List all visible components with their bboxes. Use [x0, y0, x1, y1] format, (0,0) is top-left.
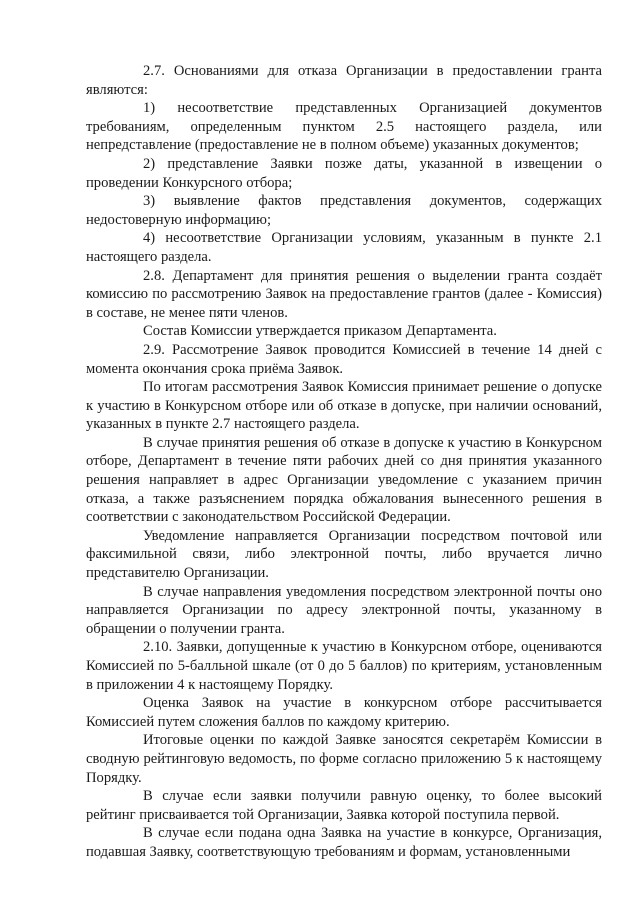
paragraph-2-8: 2.8. Департамент для принятия решения о выделении гранта создаёт комиссию по рассмотрению Заявок на предоставление грантов (далее - Комиссия) в составе, не менее пяти членов. [86, 267, 602, 321]
paragraph-equal-scores: В случае если заявки получили равную оценку, то более высокий рейтинг присваивается той Организации, Заявка которой поступила первой. [86, 788, 602, 823]
paragraph-2-7-item-1: 1) несоответствие представленных Организацией документов требованиям, определенным пунктом 2.5 настоящего раздела, или непредставление (предоставление не в полном объеме) указанных документов; [86, 100, 602, 154]
paragraph-score-calculation: Оценка Заявок на участие в конкурсном отборе рассчитывается Комиссией путем сложения баллов по каждому критерию. [86, 695, 602, 730]
document-page [86, 62, 602, 862]
paragraph-email-notice: В случае направления уведомления посредством электронной почты оно направляется Организации по адресу электронной почты, указанному в обращении о получении гранта. [86, 583, 602, 637]
paragraph-2-7-item-4: 4) несоответствие Организации условиям, указанным в пункте 2.1 настоящего раздела. [86, 230, 602, 265]
paragraph-review-decision: По итогам рассмотрения Заявок Комиссия принимает решение о допуске к участию в Конкурсном отборе или об отказе в допуске, при наличии оснований, указанных в пункте 2.7 настоящего раздела. [86, 379, 602, 433]
paragraph-2-10: 2.10. Заявки, допущенные к участию в Конкурсном отборе, оцениваются Комиссией по 5-балльной шкале (от 0 до 5 баллов) по критериям, установленным в приложении 4 к настоящему Порядку. [86, 639, 602, 693]
paragraph-single-application: В случае если подана одна Заявка на участие в конкурсе, Организация, подавшая Заявку, соответствующую требованиям и формам, установленными [86, 825, 602, 860]
paragraph-2-7: 2.7. Основаниями для отказа Организации в предоставлении гранта являются: [86, 63, 602, 98]
paragraph-notice-delivery: Уведомление направляется Организации посредством почтовой или факсимильной связи, либо электронной почты, либо вручается лично представителю Организации. [86, 527, 602, 582]
paragraph-commission-composition: Состав Комиссии утверждается приказом Департамента. [143, 323, 497, 340]
paragraph-2-9: 2.9. Рассмотрение Заявок проводится Комиссией в течение 14 дней с момента окончания срока приёма Заявок. [86, 341, 602, 377]
paragraph-rating-sheet: Итоговые оценки по каждой Заявке заносятся секретарём Комиссии в сводную рейтинговую ведомость, по форме согласно приложению 5 к настоящему Порядку. [86, 732, 602, 786]
paragraph-2-7-item-3: 3) выявление фактов представления документов, содержащих недостоверную информацию; [86, 193, 602, 228]
paragraph-2-7-item-2: 2) представление Заявки позже даты, указанной в извещении о проведении Конкурсного отбора; [86, 155, 602, 191]
paragraph-refusal-notice: В случае принятия решения об отказе в допуске к участию в Конкурсном отборе, Департамент в течение пяти рабочих дней со дня принятия указанного решения направляет в адрес Организации уведомление с указанием причин отказа, а также разъяснением порядка обжалования вынесенного решения в соответствии с законодательством Российской Федерации. [86, 434, 602, 526]
